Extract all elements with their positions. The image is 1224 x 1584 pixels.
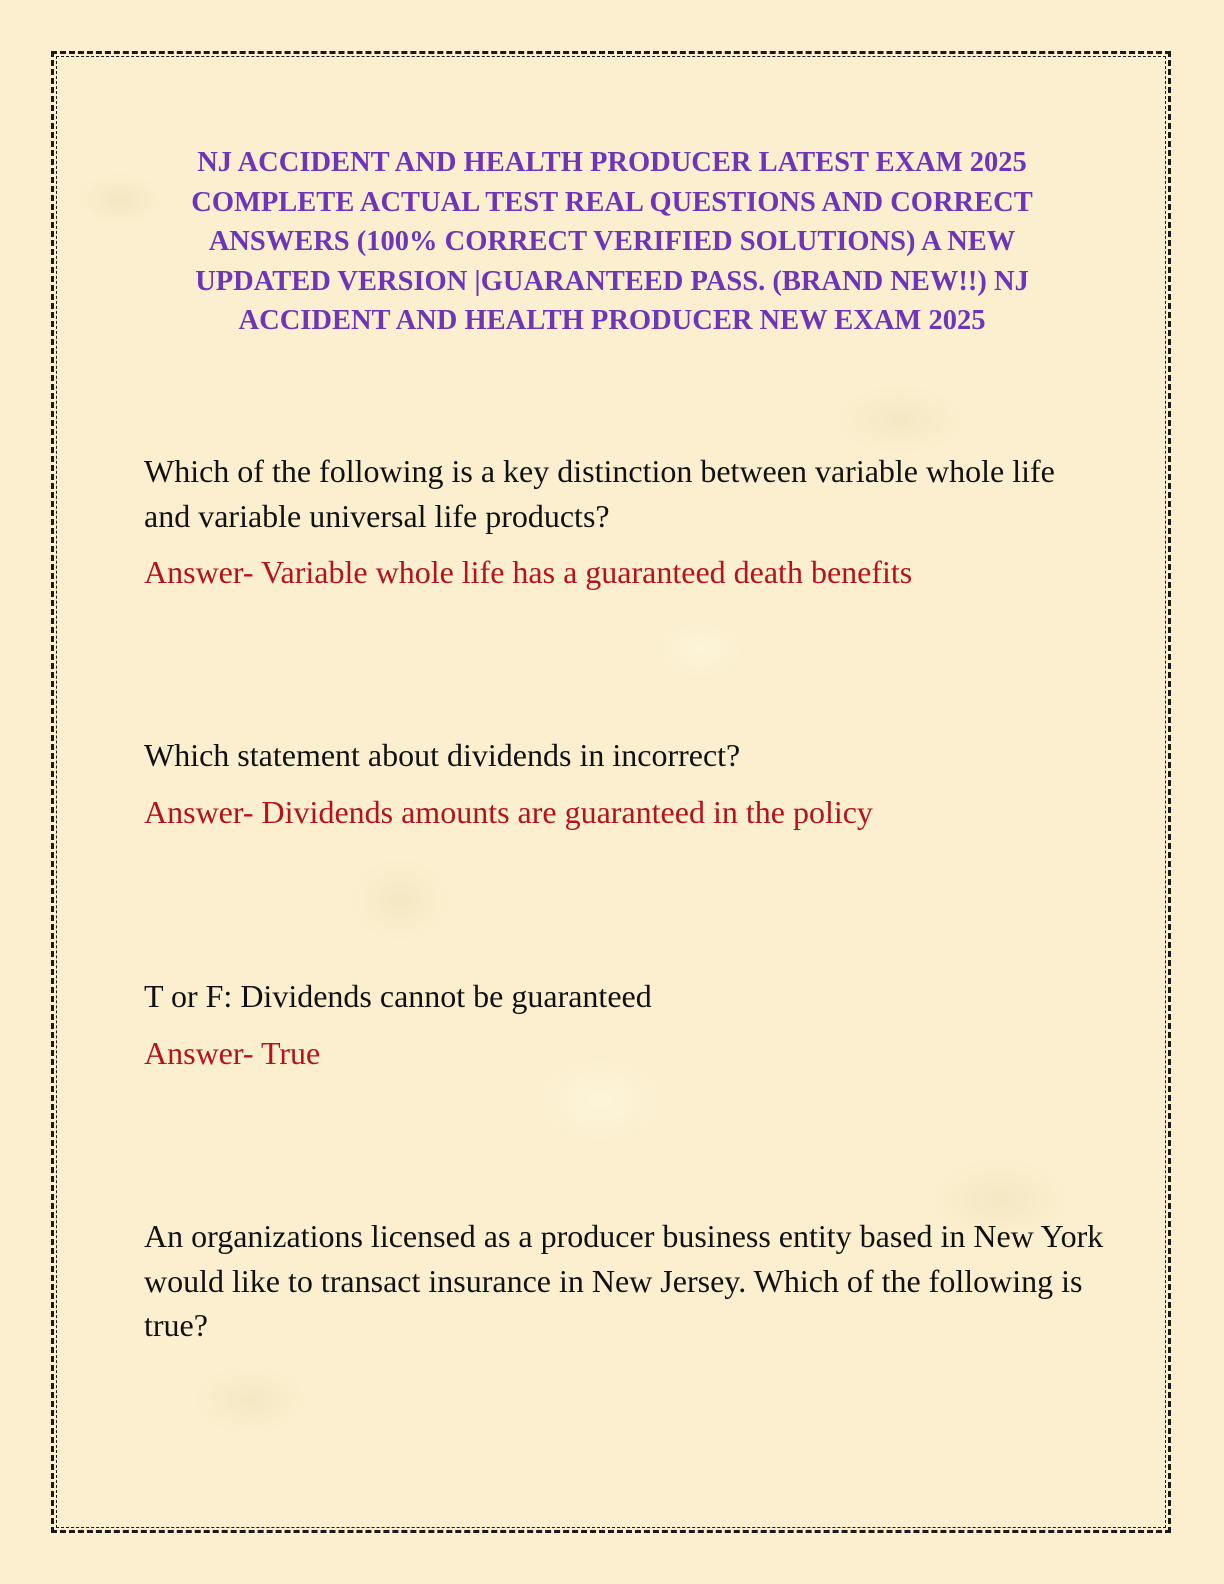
qa-item-4 <box>144 1214 1104 1348</box>
answer-2: Answer- Dividends amounts are guaranteed in the policy <box>144 793 873 830</box>
qa-item-1 <box>144 449 1104 592</box>
question-2: Which statement about dividends in incorrect? <box>144 737 741 773</box>
answer-1: Answer- Variable whole life has a guaranteed death benefits <box>144 554 913 590</box>
question-3: T or F: Dividends cannot be guaranteed <box>144 978 652 1014</box>
document-title: NJ ACCIDENT AND HEALTH PRODUCER LATEST EXAM 2025 COMPLETE ACTUAL TEST REAL QUESTIONS AND CORRECT ANSWERS (100% CORRECT VERIFIED SOLUTIONS) A NEW UPDATED VERSION |GUARANTEED PASS. (BRAND NEW!!) NJ ACCIDENT AND HEALTH PRODUCER NEW EXAM 2025 <box>191 147 1033 336</box>
question-4: An organizations licensed as a producer business entity based in New York would like to transact insurance in New Jersey. Which of the following is true? <box>144 1218 1104 1343</box>
answer-3: Answer- True <box>144 1034 321 1071</box>
qa-item-2 <box>144 733 1104 832</box>
qa-item-3 <box>144 974 1104 1073</box>
question-1: Which of the following is a key distinction between variable whole life and variable universal life products? <box>144 453 1055 534</box>
